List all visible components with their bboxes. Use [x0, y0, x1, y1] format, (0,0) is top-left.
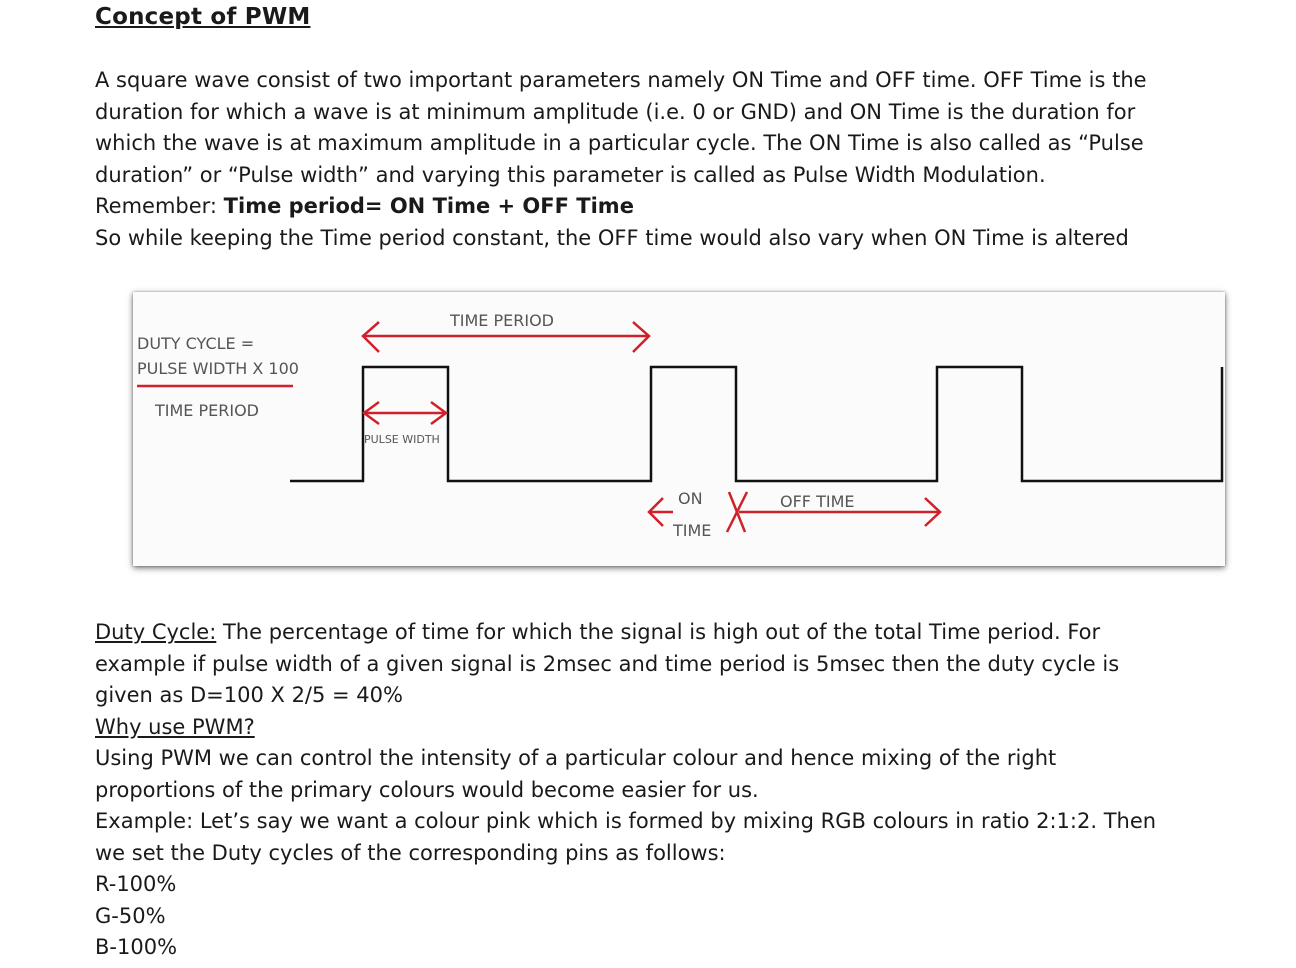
- why-line: R-100%: [95, 872, 177, 896]
- why-line: we set the Duty cycles of the corresponding pins as follows:: [95, 840, 726, 865]
- duty-cycle-line: given as D=100 X 2/5 = 40%: [95, 683, 403, 707]
- why-heading: Why use PWM?: [95, 714, 255, 739]
- why-line: proportions of the primary colours would become easier for us.: [95, 777, 759, 802]
- intro-paragraph: [95, 65, 1225, 254]
- pwm-diagram-svg: [133, 292, 1225, 566]
- why-line: G-50%: [95, 903, 166, 928]
- square-wave: [290, 367, 1222, 481]
- duty-cycle-line: [95, 617, 1225, 649]
- pwm-diagram: [133, 292, 1225, 566]
- intro-line: duration” or “Pulse width” and varying this parameter is called as Pulse Width Modulation.: [95, 162, 1046, 187]
- time-period-label: TIME PERIOD: [450, 311, 554, 330]
- on-time-label-1: ON: [678, 489, 703, 508]
- why-line: Example: Let’s say we want a colour pink which is formed by mixing RGB colours in ratio 2:1:2. Then: [95, 809, 1157, 833]
- duty-cycle-numerator: PULSE WIDTH X 100: [137, 359, 299, 378]
- remember-line: [95, 191, 1225, 223]
- page-title: Concept of PWM: [95, 4, 311, 30]
- duty-cycle-denominator: TIME PERIOD: [155, 401, 259, 420]
- duty-cycle-label: DUTY CYCLE =: [137, 334, 255, 353]
- closing-line: So while keeping the Time period constant, the OFF time would also vary when ON Time is altered: [95, 225, 1129, 250]
- intro-line: A square wave consist of two important parameters namely ON Time and OFF time. OFF Time is the: [95, 68, 1147, 92]
- on-time-label-2: TIME: [673, 521, 712, 540]
- why-line: B-100%: [95, 935, 178, 959]
- duty-cycle-heading: Duty Cycle:: [95, 620, 217, 644]
- intro-line: which the wave is at maximum amplitude in a particular cycle. The ON Time is also called as “Pulse: [95, 131, 1144, 155]
- duty-cycle-section: [95, 617, 1225, 964]
- duty-cycle-line: example if pulse width of a given signal is 2msec and time period is 5msec then the duty cycle is: [95, 651, 1120, 676]
- remember-formula: Time period= ON Time + OFF Time: [223, 194, 634, 218]
- remember-prefix: Remember:: [95, 194, 224, 218]
- off-time-label: OFF TIME: [780, 492, 855, 511]
- pulse-width-label: PULSE WIDTH: [364, 433, 440, 446]
- intro-line: duration for which a wave is at minimum amplitude (i.e. 0 or GND) and ON Time is the duration for: [95, 99, 1136, 124]
- why-line: Using PWM we can control the intensity of a particular colour and hence mixing of the right: [95, 746, 1057, 770]
- duty-cycle-text: The percentage of time for which the signal is high out of the total Time period. For: [216, 620, 1101, 644]
